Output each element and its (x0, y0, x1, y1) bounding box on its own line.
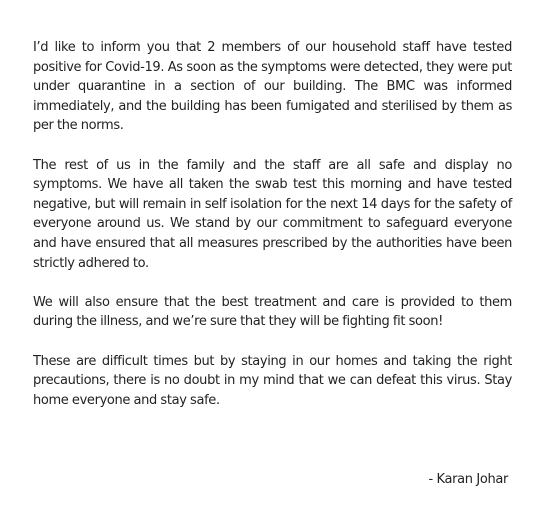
signature: - Karan Johar (428, 472, 508, 487)
statement-body (33, 38, 512, 410)
statement-paragraph-4: These are difficult times but by staying in our homes and taking the right precautions, there is no doubt in my mind that we can defeat this virus. Stay home everyone and stay safe. (33, 353, 512, 408)
statement-paragraph-1: I’d like to inform you that 2 members of our household staff have tested positive for Covid-19. As soon as the symptoms were detected, they were put under quarantine in a section of our building. The BMC was informed immediately, and the building has been fumigated and sterilised by them as per the norms. (33, 40, 512, 134)
statement-paragraph-2: The rest of us in the family and the staff are all safe and display no symptoms. We have all taken the swab test this morning and have tested negative, but will remain in self isolation for the next 14 days for the safety of everyone around us. We stand by our commitment to safeguard everyone and have ensured that all measures prescribed by the authorities have been strictly adhered to. (33, 157, 512, 271)
statement-paragraph-3: We will also ensure that the best treatment and care is provided to them during the illness, and we’re sure that they will be fighting fit soon! (33, 294, 512, 330)
